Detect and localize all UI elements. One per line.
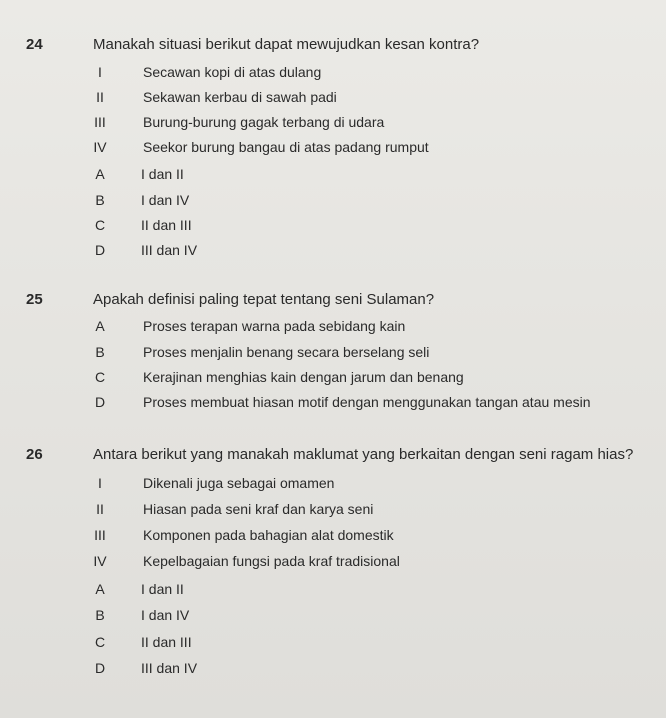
statement-text: Sekawan kerbau di sawah padi [143, 89, 337, 105]
statement-label: I [98, 64, 102, 80]
option-text: Proses terapan warna pada sebidang kain [143, 318, 406, 334]
question-text: Manakah situasi berikut dapat mewujudkan kesan kontra? [93, 36, 480, 53]
option-text: III dan IV [141, 660, 198, 676]
question-26-statement-1 [0, 475, 666, 497]
option-text: I dan II [141, 581, 184, 597]
option-label: C [94, 217, 106, 233]
question-number: 25 [26, 291, 43, 308]
statement-text: Seekor burung bangau di atas padang rumput [143, 139, 429, 155]
option-label: D [94, 660, 106, 676]
statement-text: Dikenali juga sebagai omamen [143, 475, 335, 491]
statement-label: II [96, 501, 104, 517]
option-label: A [95, 581, 105, 597]
option-label: D [94, 242, 106, 258]
statement-text: Burung-burung gagak terbang di udara [143, 114, 385, 130]
question-26-option-b[interactable] [0, 607, 666, 629]
statement-label: II [96, 89, 104, 105]
question-24-statement-2 [0, 89, 666, 111]
statement-label: III [94, 527, 106, 543]
option-text: I dan IV [141, 607, 190, 623]
option-text: I dan II [141, 166, 184, 182]
option-label: B [95, 192, 105, 208]
option-text: III dan IV [141, 242, 198, 258]
question-25-option-d[interactable] [0, 394, 666, 416]
statement-text: Secawan kopi di atas dulang [143, 64, 322, 80]
question-26-statement-4 [0, 553, 666, 575]
statement-label: IV [93, 553, 107, 569]
option-label: B [95, 344, 105, 360]
question-number: 26 [26, 446, 43, 463]
question-24-option-b[interactable] [0, 192, 666, 214]
question-25-header [0, 291, 666, 313]
statement-label: IV [93, 139, 107, 155]
question-24-header [0, 36, 666, 58]
question-24-option-c[interactable] [0, 217, 666, 239]
option-text: Proses menjalin benang secara berselang seli [143, 344, 430, 360]
question-24-option-d[interactable] [0, 242, 666, 264]
question-26-option-c[interactable] [0, 634, 666, 656]
question-number: 24 [26, 36, 43, 53]
statement-label: III [94, 114, 106, 130]
question-26-statement-2 [0, 501, 666, 523]
option-label: C [94, 634, 106, 650]
question-24-statement-3 [0, 114, 666, 136]
statement-text: Kepelbagaian fungsi pada kraf tradisional [143, 553, 400, 569]
option-label: B [95, 607, 105, 623]
option-label: D [94, 394, 106, 410]
question-text: Antara berikut yang manakah maklumat yang berkaitan dengan seni ragam hias? [93, 446, 634, 463]
question-24-statement-4 [0, 139, 666, 161]
question-26-option-d[interactable] [0, 660, 666, 682]
option-text: Proses membuat hiasan motif dengan menggunakan tangan atau mesin [143, 394, 591, 410]
question-26-header [0, 446, 666, 468]
question-24-statement-1 [0, 64, 666, 86]
option-text: I dan IV [141, 192, 190, 208]
question-24-option-a[interactable] [0, 166, 666, 188]
option-label: C [94, 369, 106, 385]
question-26-statement-3 [0, 527, 666, 549]
statement-text: Komponen pada bahagian alat domestik [143, 527, 394, 543]
question-25-option-a[interactable] [0, 318, 666, 340]
question-text: Apakah definisi paling tepat tentang seni Sulaman? [93, 291, 435, 308]
option-label: A [95, 166, 105, 182]
option-text: II dan III [141, 634, 192, 650]
question-25-option-c[interactable] [0, 369, 666, 391]
statement-label: I [98, 475, 102, 491]
option-text: Kerajinan menghias kain dengan jarum dan benang [143, 369, 464, 385]
option-label: A [95, 318, 105, 334]
option-text: II dan III [141, 217, 192, 233]
statement-text: Hiasan pada seni kraf dan karya seni [143, 501, 374, 517]
question-25-option-b[interactable] [0, 344, 666, 366]
question-26-option-a[interactable] [0, 581, 666, 603]
